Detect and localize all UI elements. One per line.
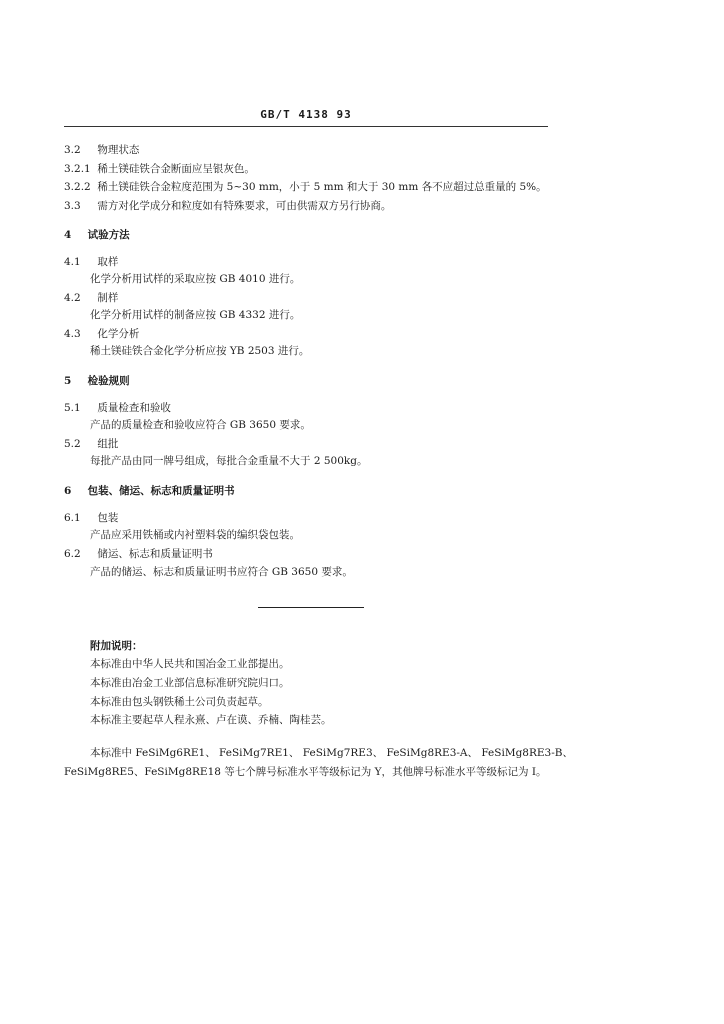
- section-5-heading: [64, 374, 130, 388]
- clause-5-2-body: 每批产品由同一牌号组成，每批合金重量不大于 2 500kg。: [90, 455, 368, 467]
- notes-line-3: 本标准由包头钢铁稀土公司负责起草。: [90, 696, 269, 708]
- clause-4-2: [64, 291, 118, 305]
- clause-4-2-body: 化学分析用试样的制备应按 GB 4332 进行。: [90, 309, 301, 321]
- section-number: 5: [64, 375, 72, 387]
- clause-6-1-body: 产品应采用铁桶或内衬塑料袋的编织袋包装。: [90, 529, 300, 541]
- notes-paragraph-line-2: FeSiMg8RE5、FeSiMg8RE18 等七个牌号标准水平等级标记为 Y，其他牌号标准水平等级标记为 I。: [64, 766, 547, 778]
- clause-number: 3.3: [64, 200, 81, 212]
- clause-6-2: [64, 547, 213, 561]
- clause-number: 5.1: [64, 402, 81, 414]
- clause-4-1-body: 化学分析用试样的采取应按 GB 4010 进行。: [90, 273, 301, 285]
- notes-line-4: 本标准主要起草人程永熹、卢在谟、乔楠、陶桂芸。: [90, 714, 332, 726]
- clause-5-1-body: 产品的质量检查和验收应符合 GB 3650 要求。: [90, 419, 311, 431]
- clause-3-2-1: [64, 162, 255, 176]
- clause-4-3: [64, 327, 139, 341]
- clause-number: 3.2: [64, 144, 81, 156]
- clause-number: 3.2.2: [64, 181, 91, 193]
- section-number: 4: [64, 229, 72, 241]
- section-title: 包装、储运、标志和质量证明书: [87, 485, 235, 497]
- clause-text: 稀土镁硅铁合金断面应呈银灰色。: [97, 163, 255, 175]
- notes-paragraph-line-1: 本标准中 FeSiMg6RE1、 FeSiMg7RE1、 FeSiMg7RE3、 FeSiMg8RE3-A、 FeSiMg8RE3-B、: [90, 747, 573, 759]
- clause-text: 储运、标志和质量证明书: [97, 548, 213, 560]
- clause-number: 6.2: [64, 548, 81, 560]
- clause-3-2-2: [64, 180, 547, 194]
- clause-number: 4.2: [64, 292, 81, 304]
- section-title: 检验规则: [87, 375, 130, 387]
- clause-5-1: [64, 401, 171, 415]
- header-rule: [64, 126, 548, 127]
- notes-title: 附加说明：: [90, 640, 143, 652]
- clause-text: 制样: [97, 292, 119, 304]
- section-title: 试验方法: [87, 229, 130, 241]
- clause-5-2: [64, 437, 118, 451]
- clause-number: 4.3: [64, 328, 81, 340]
- clause-4-1: [64, 255, 118, 269]
- clause-number: 5.2: [64, 438, 81, 450]
- notes-line-2: 本标准由冶金工业部信息标准研究院归口。: [90, 677, 290, 689]
- page-header: GB/T 4138 93: [260, 108, 352, 121]
- clause-3-3: [64, 199, 391, 213]
- notes-line-1: 本标准由中华人民共和国冶金工业部提出。: [90, 658, 290, 670]
- clause-text: 包装: [97, 512, 119, 524]
- clause-number: 4.1: [64, 256, 81, 268]
- section-4-heading: [64, 228, 130, 242]
- clause-6-2-body: 产品的储运、标志和质量证明书应符合 GB 3650 要求。: [90, 566, 353, 578]
- clause-text: 稀土镁硅铁合金粒度范围为 5~30 mm，小于 5 mm 和大于 30 mm 各不应超过总重量的 5%。: [97, 181, 547, 193]
- clause-number: 3.2.1: [64, 163, 91, 175]
- clause-4-3-body: 稀土镁硅铁合金化学分析应按 YB 2503 进行。: [90, 345, 310, 357]
- section-number: 6: [64, 485, 72, 497]
- clause-text: 物理状态: [97, 144, 140, 156]
- clause-text: 质量检查和验收: [97, 402, 171, 414]
- end-divider: [258, 607, 364, 608]
- clause-6-1: [64, 511, 118, 525]
- clause-3-2: [64, 143, 139, 157]
- clause-text: 组批: [97, 438, 119, 450]
- clause-text: 需方对化学成分和粒度如有特殊要求，可由供需双方另行协商。: [97, 200, 392, 212]
- section-6-heading: [64, 484, 235, 498]
- clause-number: 6.1: [64, 512, 81, 524]
- clause-text: 化学分析: [97, 328, 140, 340]
- clause-text: 取样: [97, 256, 119, 268]
